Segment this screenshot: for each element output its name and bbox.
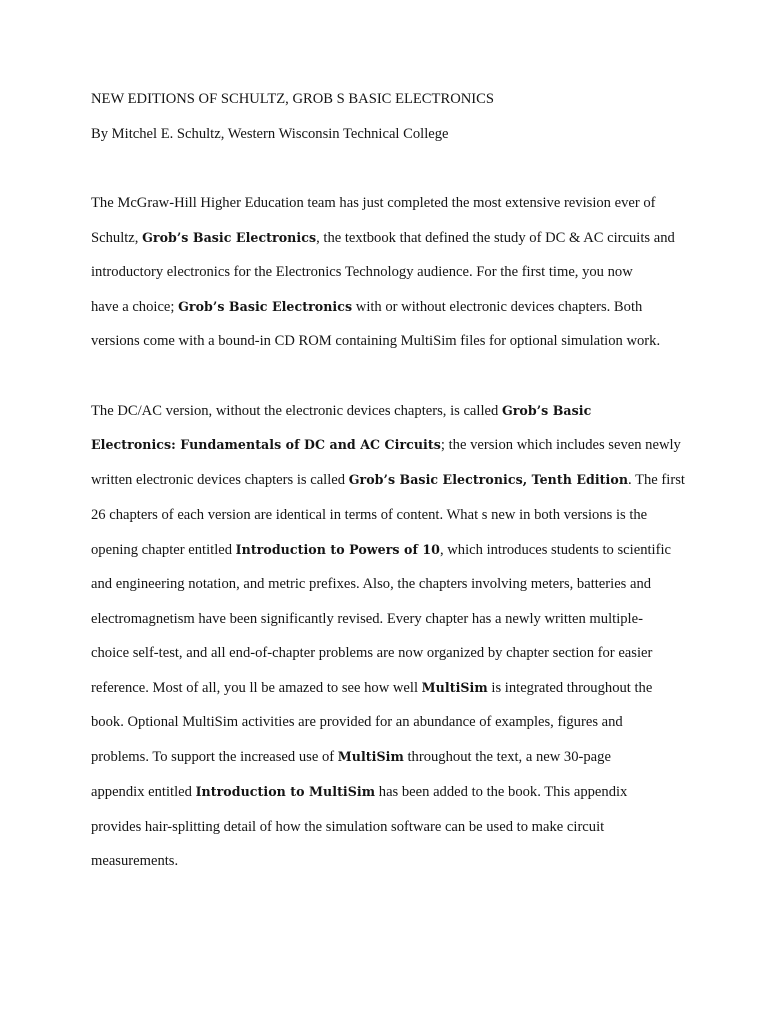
- paragraph-line: and engineering notation, and metric prefixes. Also, the chapters involving meters, batteries and: [91, 576, 652, 592]
- book-title-bold: Grob’s Basic: [501, 403, 592, 418]
- text-run: problems. To support the increased use of: [91, 749, 338, 765]
- text-run: throughout the text, a new 30-page: [403, 749, 611, 765]
- paragraph-line: [91, 402, 591, 420]
- paragraph-line: [91, 541, 671, 559]
- text-run: is integrated throughout the: [487, 680, 653, 696]
- text-run: appendix entitled: [91, 784, 196, 800]
- software-name-bold: MultiSim: [337, 749, 404, 764]
- book-title-bold: Electronics: Fundamentals of DC and AC Circuits: [91, 437, 441, 452]
- paragraph-line: The McGraw-Hill Higher Education team has just completed the most extensive revision ever of: [91, 195, 656, 211]
- book-title-bold: Grob’s Basic Electronics: [142, 230, 317, 245]
- software-name-bold: MultiSim: [421, 680, 488, 695]
- paragraph-line: introductory electronics for the Electronics Technology audience. For the first time, you now: [91, 264, 633, 280]
- text-run: opening chapter entitled: [91, 542, 236, 558]
- text-run: have a choice;: [91, 299, 179, 315]
- paragraph-line: [91, 436, 681, 454]
- paragraph-line: provides hair-splitting detail of how the simulation software can be used to make circuit: [91, 819, 605, 835]
- text-run: The DC/AC version, without the electronic devices chapters, is called: [91, 403, 502, 419]
- paragraph-line: [91, 679, 652, 697]
- paragraph-line: book. Optional MultiSim activities are provided for an abundance of examples, figures and: [91, 714, 623, 730]
- paragraph-line: measurements.: [91, 853, 179, 869]
- text-run: has been added to the book. This appendix: [375, 784, 628, 800]
- book-title-bold: Grob’s Basic Electronics, Tenth Edition: [348, 472, 629, 487]
- paragraph-line: [91, 229, 675, 247]
- text-run: reference. Most of all, you ll be amazed to see how well: [91, 680, 422, 696]
- document-title: NEW EDITIONS OF SCHULTZ, GROB S BASIC ELECTRONICS: [91, 91, 494, 107]
- appendix-title-bold: Introduction to MultiSim: [195, 784, 376, 799]
- paragraph-line: versions come with a bound-in CD ROM containing MultiSim files for optional simulation work.: [91, 333, 661, 349]
- book-title-bold: Grob’s Basic Electronics: [178, 299, 353, 314]
- paragraph-line: 26 chapters of each version are identical in terms of content. What s new in both versions is the: [91, 507, 648, 523]
- text-run: ; the version which includes seven newly: [440, 437, 681, 453]
- text-run: . The first: [628, 472, 685, 488]
- chapter-title-bold: Introduction to Powers of 10: [235, 542, 440, 557]
- paragraph-line: electromagnetism have been significantly revised. Every chapter has a newly written multiple-: [91, 611, 643, 627]
- text-run: , the textbook that defined the study of DC & AC circuits and: [316, 230, 675, 246]
- text-run: , which introduces students to scientific: [439, 542, 671, 558]
- paragraph-line: [91, 471, 685, 489]
- byline: By Mitchel E. Schultz, Western Wisconsin Technical College: [91, 126, 449, 142]
- paragraph-line: [91, 783, 627, 801]
- paragraph-line: [91, 748, 611, 766]
- paragraph-line: choice self-test, and all end-of-chapter problems are now organized by chapter section for easier: [91, 645, 653, 661]
- text-run: with or without electronic devices chapters. Both: [352, 299, 643, 315]
- text-run: Schultz,: [91, 230, 143, 246]
- paragraph-line: [91, 298, 642, 316]
- text-run: written electronic devices chapters is called: [91, 472, 349, 488]
